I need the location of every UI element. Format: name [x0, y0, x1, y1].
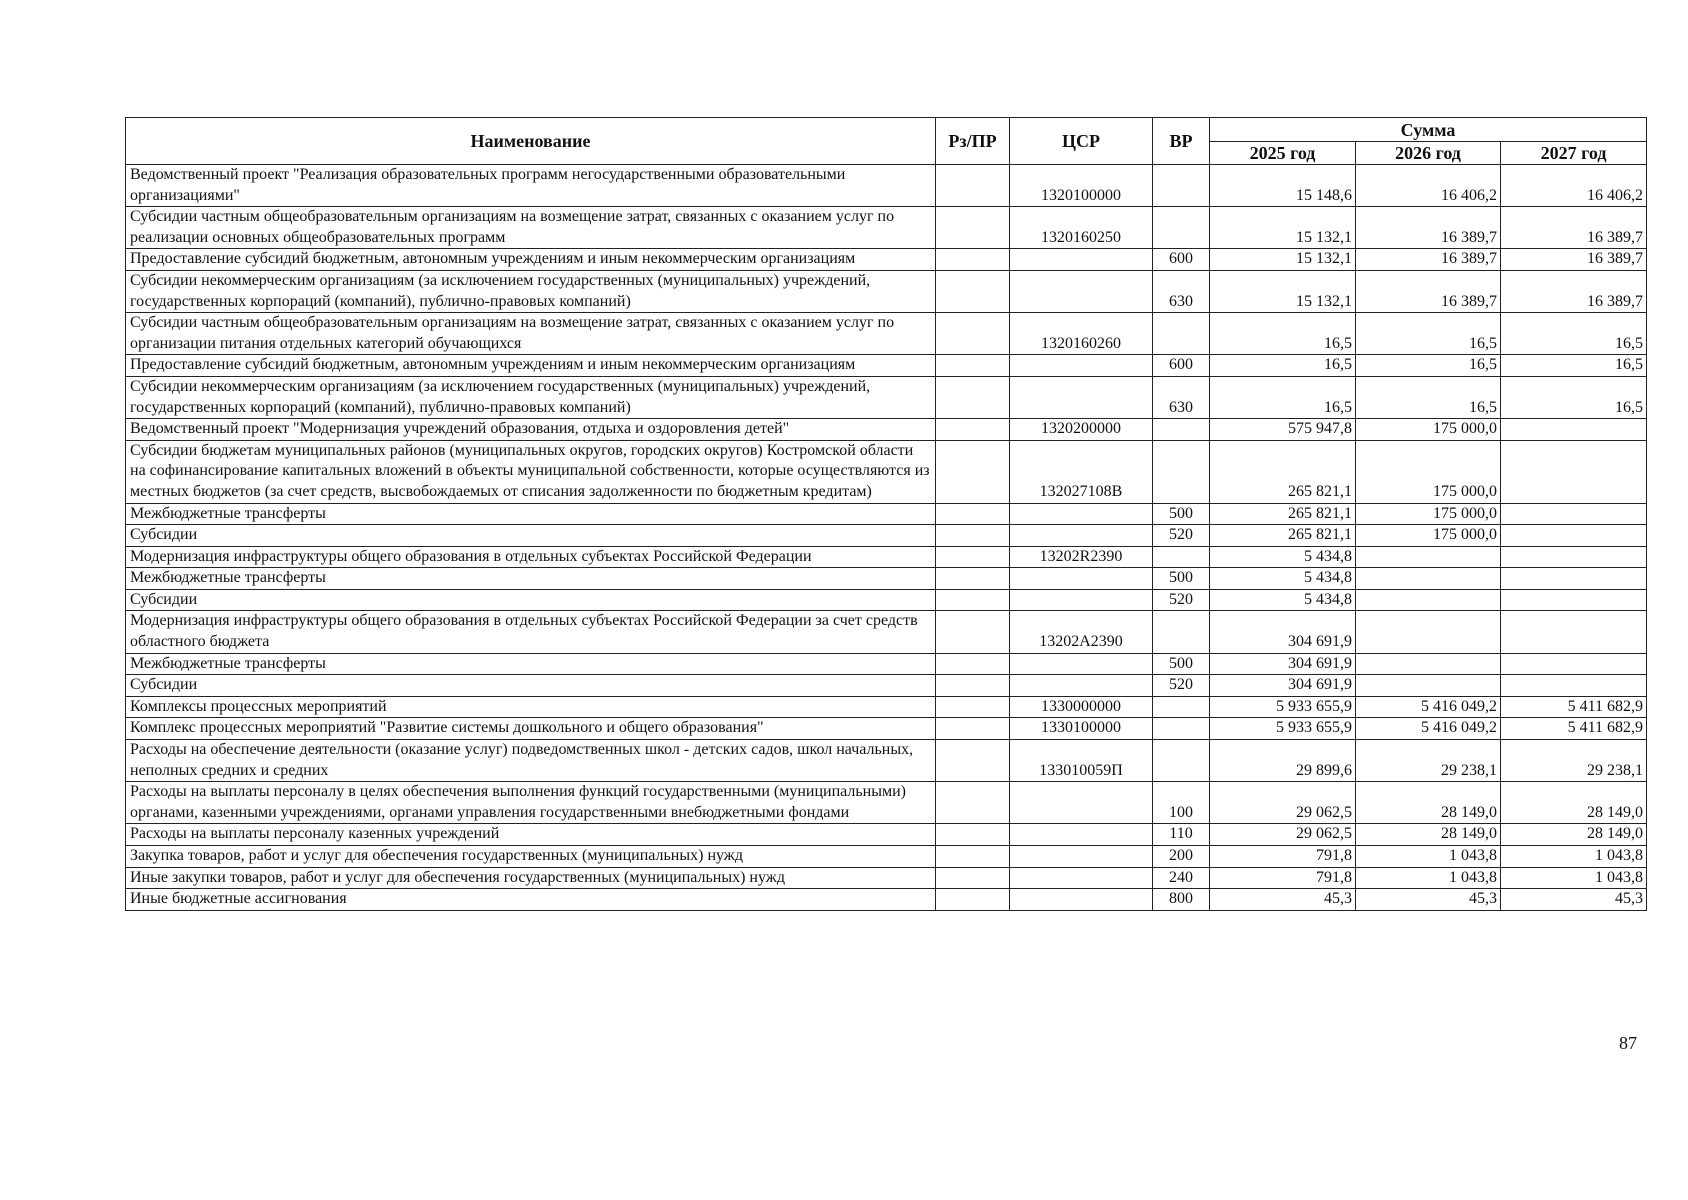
row-sum-2026: 175 000,0 — [1356, 419, 1501, 441]
row-sum-2026: 175 000,0 — [1356, 525, 1501, 547]
table-row — [126, 675, 1647, 697]
row-name: Расходы на выплаты персоналу в целях обеспечения выполнения функций государственными (муниципальными) органами, казенными учреждениями, органами управления государственными внебюджетными фондами — [126, 782, 936, 824]
row-sum-2026 — [1356, 675, 1501, 697]
row-csr: 133010059П — [1010, 740, 1153, 782]
row-sum-2025: 5 434,8 — [1210, 568, 1356, 590]
row-sum-2026: 16 389,7 — [1356, 207, 1501, 249]
row-sum-2025: 304 691,9 — [1210, 675, 1356, 697]
row-name: Расходы на выплаты персоналу казенных учреждений — [126, 824, 936, 846]
row-sum-2027: 16,5 — [1501, 313, 1647, 355]
row-sum-2027: 16,5 — [1501, 376, 1647, 418]
row-csr: 1330100000 — [1010, 718, 1153, 740]
row-sum-2025: 16,5 — [1210, 313, 1356, 355]
table-row — [126, 270, 1647, 312]
row-rzpr — [936, 568, 1010, 590]
row-csr: 1320100000 — [1010, 165, 1153, 207]
row-sum-2027 — [1501, 675, 1647, 697]
table-row — [126, 846, 1647, 868]
row-rzpr — [936, 740, 1010, 782]
row-sum-2026: 16,5 — [1356, 313, 1501, 355]
row-name: Модернизация инфраструктуры общего образования в отдельных субъектах Российской Федерации — [126, 546, 936, 568]
row-csr — [1010, 846, 1153, 868]
table-row — [126, 165, 1647, 207]
row-sum-2027 — [1501, 503, 1647, 525]
row-sum-2025: 29 062,5 — [1210, 824, 1356, 846]
row-csr: 1320200000 — [1010, 419, 1153, 441]
row-sum-2025: 265 821,1 — [1210, 525, 1356, 547]
row-vr: 500 — [1153, 568, 1210, 590]
row-sum-2027 — [1501, 589, 1647, 611]
row-sum-2025: 5 933 655,9 — [1210, 696, 1356, 718]
row-sum-2026: 16 389,7 — [1356, 249, 1501, 271]
row-sum-2027 — [1501, 525, 1647, 547]
row-sum-2027: 16 389,7 — [1501, 270, 1647, 312]
row-sum-2026 — [1356, 653, 1501, 675]
table-row — [126, 503, 1647, 525]
row-vr — [1153, 611, 1210, 653]
table-row — [126, 718, 1647, 740]
budget-table — [125, 117, 1647, 911]
header-csr: ЦСР — [1010, 118, 1153, 165]
row-csr — [1010, 503, 1153, 525]
row-csr — [1010, 270, 1153, 312]
row-sum-2027 — [1501, 653, 1647, 675]
row-sum-2027 — [1501, 419, 1647, 441]
row-sum-2027 — [1501, 546, 1647, 568]
row-csr — [1010, 249, 1153, 271]
row-rzpr — [936, 846, 1010, 868]
row-csr — [1010, 782, 1153, 824]
row-vr — [1153, 165, 1210, 207]
row-rzpr — [936, 889, 1010, 911]
row-sum-2025: 29 899,6 — [1210, 740, 1356, 782]
table-row — [126, 525, 1647, 547]
row-name: Комплексы процессных мероприятий — [126, 696, 936, 718]
row-sum-2027: 1 043,8 — [1501, 867, 1647, 889]
row-rzpr — [936, 718, 1010, 740]
row-vr — [1153, 696, 1210, 718]
row-vr: 240 — [1153, 867, 1210, 889]
row-name: Модернизация инфраструктуры общего образования в отдельных субъектах Российской Федерации за счет средств областного бюджета — [126, 611, 936, 653]
row-vr — [1153, 419, 1210, 441]
row-rzpr — [936, 867, 1010, 889]
header-name: Наименование — [126, 118, 936, 165]
table-row — [126, 440, 1647, 503]
row-name: Предоставление субсидий бюджетным, автономным учреждениям и иным некоммерческим организациям — [126, 355, 936, 377]
row-csr — [1010, 525, 1153, 547]
row-sum-2026: 16,5 — [1356, 376, 1501, 418]
row-sum-2025: 29 062,5 — [1210, 782, 1356, 824]
table-row — [126, 696, 1647, 718]
table-row — [126, 568, 1647, 590]
row-name: Субсидии некоммерческим организациям (за исключением государственных (муниципальных) учреждений, государственных корпораций (компаний), публично-правовых компаний) — [126, 376, 936, 418]
row-sum-2025: 791,8 — [1210, 867, 1356, 889]
table-row — [126, 889, 1647, 911]
budget-table-container — [125, 117, 1646, 911]
row-sum-2027: 16,5 — [1501, 355, 1647, 377]
row-rzpr — [936, 419, 1010, 441]
row-sum-2025: 15 132,1 — [1210, 249, 1356, 271]
row-vr: 500 — [1153, 503, 1210, 525]
row-csr: 132027108В — [1010, 440, 1153, 503]
row-sum-2025: 16,5 — [1210, 355, 1356, 377]
row-sum-2027 — [1501, 568, 1647, 590]
row-csr — [1010, 653, 1153, 675]
row-name: Закупка товаров, работ и услуг для обеспечения государственных (муниципальных) нужд — [126, 846, 936, 868]
row-sum-2027: 16 389,7 — [1501, 207, 1647, 249]
table-row — [126, 313, 1647, 355]
row-name: Ведомственный проект "Реализация образовательных программ негосударственными образовательными организациями" — [126, 165, 936, 207]
row-csr — [1010, 376, 1153, 418]
row-csr — [1010, 568, 1153, 590]
header-rzpr: Рз/ПР — [936, 118, 1010, 165]
row-sum-2026: 175 000,0 — [1356, 440, 1501, 503]
row-csr — [1010, 675, 1153, 697]
row-sum-2027: 28 149,0 — [1501, 782, 1647, 824]
table-row — [126, 376, 1647, 418]
row-sum-2026: 29 238,1 — [1356, 740, 1501, 782]
row-name: Ведомственный проект "Модернизация учреждений образования, отдыха и оздоровления детей" — [126, 419, 936, 441]
row-name: Субсидии — [126, 675, 936, 697]
table-row — [126, 611, 1647, 653]
table-body — [126, 165, 1647, 911]
row-sum-2025: 791,8 — [1210, 846, 1356, 868]
row-name: Субсидии бюджетам муниципальных районов (муниципальных округов, городских округов) Костромской области на софинансирование капитальных вложений в объекты муниципальной собственности, которые осуществляются из местных бюджетов (за счет средств, высвобождаемых от списания задолженности по бюджетным кредитам) — [126, 440, 936, 503]
header-year-2027: 2027 год — [1501, 142, 1647, 165]
row-csr — [1010, 824, 1153, 846]
row-sum-2026 — [1356, 546, 1501, 568]
row-name: Иные закупки товаров, работ и услуг для обеспечения государственных (муниципальных) нужд — [126, 867, 936, 889]
row-rzpr — [936, 165, 1010, 207]
row-sum-2026: 16 406,2 — [1356, 165, 1501, 207]
row-vr: 520 — [1153, 525, 1210, 547]
row-sum-2027: 45,3 — [1501, 889, 1647, 911]
row-sum-2027: 16 389,7 — [1501, 249, 1647, 271]
row-sum-2025: 5 434,8 — [1210, 589, 1356, 611]
row-rzpr — [936, 589, 1010, 611]
header-sum: Сумма — [1210, 118, 1647, 142]
row-rzpr — [936, 503, 1010, 525]
table-row — [126, 207, 1647, 249]
row-sum-2027: 16 406,2 — [1501, 165, 1647, 207]
row-sum-2025: 304 691,9 — [1210, 653, 1356, 675]
row-name: Субсидии частным общеобразовательным организациям на возмещение затрат, связанных с оказанием услуг по реализации основных общеобразовательных программ — [126, 207, 936, 249]
row-vr — [1153, 546, 1210, 568]
row-vr — [1153, 440, 1210, 503]
row-csr: 1320160250 — [1010, 207, 1153, 249]
row-csr — [1010, 889, 1153, 911]
row-vr: 630 — [1153, 270, 1210, 312]
row-rzpr — [936, 440, 1010, 503]
row-name: Расходы на обеспечение деятельности (оказание услуг) подведомственных школ - детских садов, школ начальных, неполных средних и средних — [126, 740, 936, 782]
row-sum-2026 — [1356, 568, 1501, 590]
row-sum-2025: 15 148,6 — [1210, 165, 1356, 207]
table-row — [126, 546, 1647, 568]
row-vr — [1153, 313, 1210, 355]
row-vr: 100 — [1153, 782, 1210, 824]
row-name: Субсидии — [126, 525, 936, 547]
table-row — [126, 589, 1647, 611]
row-sum-2026: 28 149,0 — [1356, 824, 1501, 846]
header-year-2026: 2026 год — [1356, 142, 1501, 165]
row-sum-2026: 5 416 049,2 — [1356, 718, 1501, 740]
table-row — [126, 782, 1647, 824]
row-vr: 600 — [1153, 355, 1210, 377]
row-sum-2026: 1 043,8 — [1356, 867, 1501, 889]
row-rzpr — [936, 611, 1010, 653]
row-name: Субсидии некоммерческим организациям (за исключением государственных (муниципальных) учреждений, государственных корпораций (компаний), публично-правовых компаний) — [126, 270, 936, 312]
row-sum-2026: 16 389,7 — [1356, 270, 1501, 312]
row-csr: 1330000000 — [1010, 696, 1153, 718]
row-rzpr — [936, 525, 1010, 547]
row-name: Субсидии частным общеобразовательным организациям на возмещение затрат, связанных с оказанием услуг по организации питания отдельных категорий обучающихся — [126, 313, 936, 355]
table-row — [126, 740, 1647, 782]
table-row — [126, 867, 1647, 889]
row-sum-2025: 5 434,8 — [1210, 546, 1356, 568]
row-name: Комплекс процессных мероприятий "Развитие системы дошкольного и общего образования" — [126, 718, 936, 740]
row-sum-2025: 304 691,9 — [1210, 611, 1356, 653]
row-sum-2026: 28 149,0 — [1356, 782, 1501, 824]
row-rzpr — [936, 270, 1010, 312]
row-sum-2026: 16,5 — [1356, 355, 1501, 377]
row-sum-2026: 45,3 — [1356, 889, 1501, 911]
row-vr — [1153, 740, 1210, 782]
row-csr — [1010, 867, 1153, 889]
table-row — [126, 355, 1647, 377]
row-rzpr — [936, 782, 1010, 824]
row-csr: 13202R2390 — [1010, 546, 1153, 568]
row-sum-2025: 265 821,1 — [1210, 440, 1356, 503]
row-sum-2025: 265 821,1 — [1210, 503, 1356, 525]
row-sum-2027: 5 411 682,9 — [1501, 718, 1647, 740]
row-vr: 200 — [1153, 846, 1210, 868]
row-sum-2026: 175 000,0 — [1356, 503, 1501, 525]
row-vr — [1153, 207, 1210, 249]
table-row — [126, 824, 1647, 846]
row-sum-2025: 5 933 655,9 — [1210, 718, 1356, 740]
row-sum-2025: 45,3 — [1210, 889, 1356, 911]
row-rzpr — [936, 653, 1010, 675]
row-rzpr — [936, 546, 1010, 568]
row-rzpr — [936, 376, 1010, 418]
row-sum-2026 — [1356, 611, 1501, 653]
row-sum-2027: 5 411 682,9 — [1501, 696, 1647, 718]
row-vr: 520 — [1153, 675, 1210, 697]
row-sum-2026: 5 416 049,2 — [1356, 696, 1501, 718]
row-sum-2026: 1 043,8 — [1356, 846, 1501, 868]
row-sum-2027: 1 043,8 — [1501, 846, 1647, 868]
row-vr — [1153, 718, 1210, 740]
row-vr: 630 — [1153, 376, 1210, 418]
row-rzpr — [936, 824, 1010, 846]
row-rzpr — [936, 207, 1010, 249]
row-csr — [1010, 355, 1153, 377]
row-csr — [1010, 589, 1153, 611]
row-vr: 520 — [1153, 589, 1210, 611]
page-number: 87 — [1619, 1033, 1637, 1053]
row-sum-2026 — [1356, 589, 1501, 611]
row-sum-2025: 15 132,1 — [1210, 270, 1356, 312]
row-vr: 110 — [1153, 824, 1210, 846]
row-vr: 800 — [1153, 889, 1210, 911]
row-vr: 600 — [1153, 249, 1210, 271]
row-sum-2027 — [1501, 440, 1647, 503]
row-sum-2025: 575 947,8 — [1210, 419, 1356, 441]
row-rzpr — [936, 313, 1010, 355]
row-vr: 500 — [1153, 653, 1210, 675]
table-row — [126, 653, 1647, 675]
row-sum-2027: 28 149,0 — [1501, 824, 1647, 846]
row-name: Межбюджетные трансферты — [126, 503, 936, 525]
row-rzpr — [936, 675, 1010, 697]
row-csr: 13202А2390 — [1010, 611, 1153, 653]
row-rzpr — [936, 249, 1010, 271]
row-name: Предоставление субсидий бюджетным, автономным учреждениям и иным некоммерческим организациям — [126, 249, 936, 271]
table-row — [126, 249, 1647, 271]
row-name: Субсидии — [126, 589, 936, 611]
row-csr: 1320160260 — [1010, 313, 1153, 355]
row-sum-2025: 15 132,1 — [1210, 207, 1356, 249]
row-sum-2027 — [1501, 611, 1647, 653]
row-name: Межбюджетные трансферты — [126, 653, 936, 675]
row-name: Иные бюджетные ассигнования — [126, 889, 936, 911]
header-vr: ВР — [1153, 118, 1210, 165]
row-rzpr — [936, 696, 1010, 718]
row-sum-2027: 29 238,1 — [1501, 740, 1647, 782]
table-row — [126, 419, 1647, 441]
row-rzpr — [936, 355, 1010, 377]
header-year-2025: 2025 год — [1210, 142, 1356, 165]
row-name: Межбюджетные трансферты — [126, 568, 936, 590]
row-sum-2025: 16,5 — [1210, 376, 1356, 418]
